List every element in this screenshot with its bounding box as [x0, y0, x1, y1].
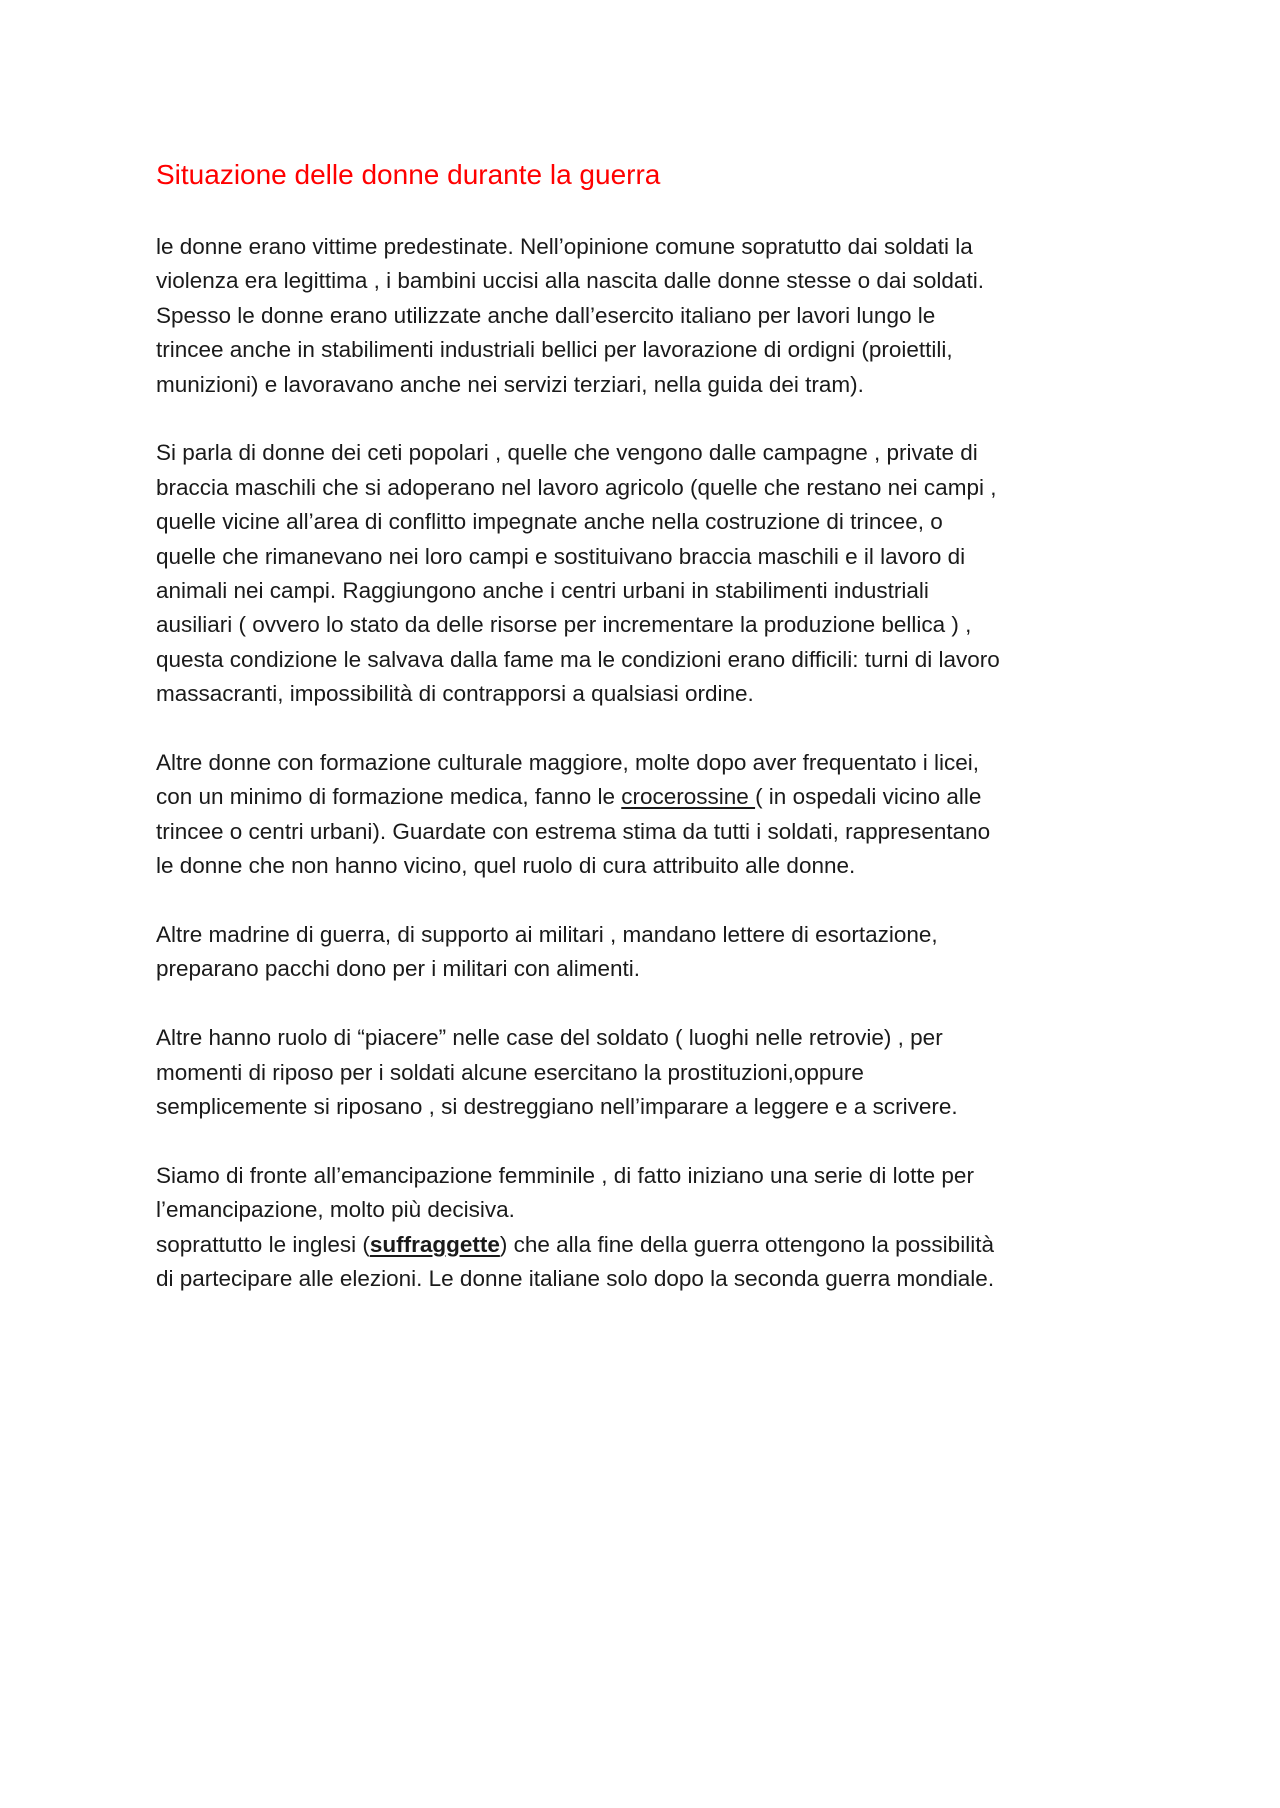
text-line: Altre donne con formazione culturale maggiore, molte dopo aver frequentato i licei, [156, 750, 979, 776]
text-line: Siamo di fronte all’emancipazione femminile , di fatto iniziano una serie di lotte per [156, 1162, 974, 1188]
text-line: violenza era legittima , i bambini uccisi alla nascita dalle donne stesse o dai soldati. [156, 268, 984, 294]
paragraph-4 [156, 918, 1146, 987]
text-line: massacranti, impossibilità di contrapporsi a qualsiasi ordine. [156, 681, 754, 707]
text-line: ausiliari ( ovvero lo stato da delle risorse per incrementare la produzione bellica ) , [156, 612, 972, 638]
text-line: trincee anche in stabilimenti industriali bellici per lavorazione di ordigni (proiettili, [156, 337, 953, 363]
text-line: Altre hanno ruolo di “piacere” nelle case del soldato ( luoghi nelle retrovie) , per [156, 1025, 943, 1051]
paragraph-6 [156, 1159, 1146, 1297]
text-line: Altre madrine di guerra, di supporto ai militari , mandano lettere di esortazione, [156, 922, 938, 948]
text-line: di partecipare alle elezioni. Le donne italiane solo dopo la seconda guerra mondiale. [156, 1266, 995, 1292]
text-line: braccia maschili che si adoperano nel lavoro agricolo (quelle che restano nei campi , [156, 474, 997, 500]
text-line: semplicemente si riposano , si destreggiano nell’imparare a leggere e a scrivere. [156, 1094, 958, 1120]
text-line [156, 1228, 1146, 1262]
text-segment: ) che alla fine della guerra ottengono la possibilità [499, 1231, 994, 1257]
text-line: l’emancipazione, molto più decisiva. [156, 1197, 515, 1223]
text-line: quelle che rimanevano nei loro campi e sostituivano braccia maschili e il lavoro di [156, 543, 966, 569]
text-line: le donne che non hanno vicino, quel ruolo di cura attribuito alle donne. [156, 853, 856, 879]
text-segment: soprattutto le inglesi ( [156, 1231, 370, 1257]
paragraph-5 [156, 1021, 1146, 1124]
crocerossine-link[interactable]: crocerossine [621, 784, 756, 810]
text-line: Si parla di donne dei ceti popolari , quelle che vengono dalle campagne , private di [156, 440, 978, 466]
text-line: le donne erano vittime predestinate. Nell’opinione comune sopratutto dai soldati la [156, 234, 973, 259]
paragraph-3 [156, 746, 1146, 884]
text-line: Spesso le donne erano utilizzate anche dall’esercito italiano per lavori lungo le [156, 302, 936, 328]
document-content [156, 156, 1146, 1297]
text-line: munizioni) e lavoravano anche nei servizi terziari, nella guida dei tram). [156, 371, 864, 397]
text-segment: ( in ospedali vicino alle [755, 784, 982, 810]
text-line: quelle vicine all’area di conflitto impegnate anche nella costruzione di trincee, o [156, 509, 943, 535]
text-segment: con un minimo di formazione medica, fanno le [156, 784, 622, 810]
page-title: Situazione delle donne durante la guerra [156, 159, 661, 190]
text-line: momenti di riposo per i soldati alcune esercitano la prostituzioni,oppure [156, 1059, 864, 1085]
text-line: trincee o centri urbani). Guardate con estrema stima da tutti i soldati, rappresentano [156, 818, 991, 844]
suffraggette-term: suffraggette [369, 1231, 500, 1257]
text-line: preparano pacchi dono per i militari con alimenti. [156, 956, 641, 982]
paragraph-2 [156, 436, 1146, 711]
text-line: questa condizione le salvava dalla fame ma le condizioni erano difficili: turni di lavoro [156, 646, 1000, 672]
text-line: animali nei campi. Raggiungono anche i centri urbani in stabilimenti industriali [156, 578, 929, 604]
text-line [156, 780, 1146, 814]
paragraph-1 [156, 230, 1146, 402]
